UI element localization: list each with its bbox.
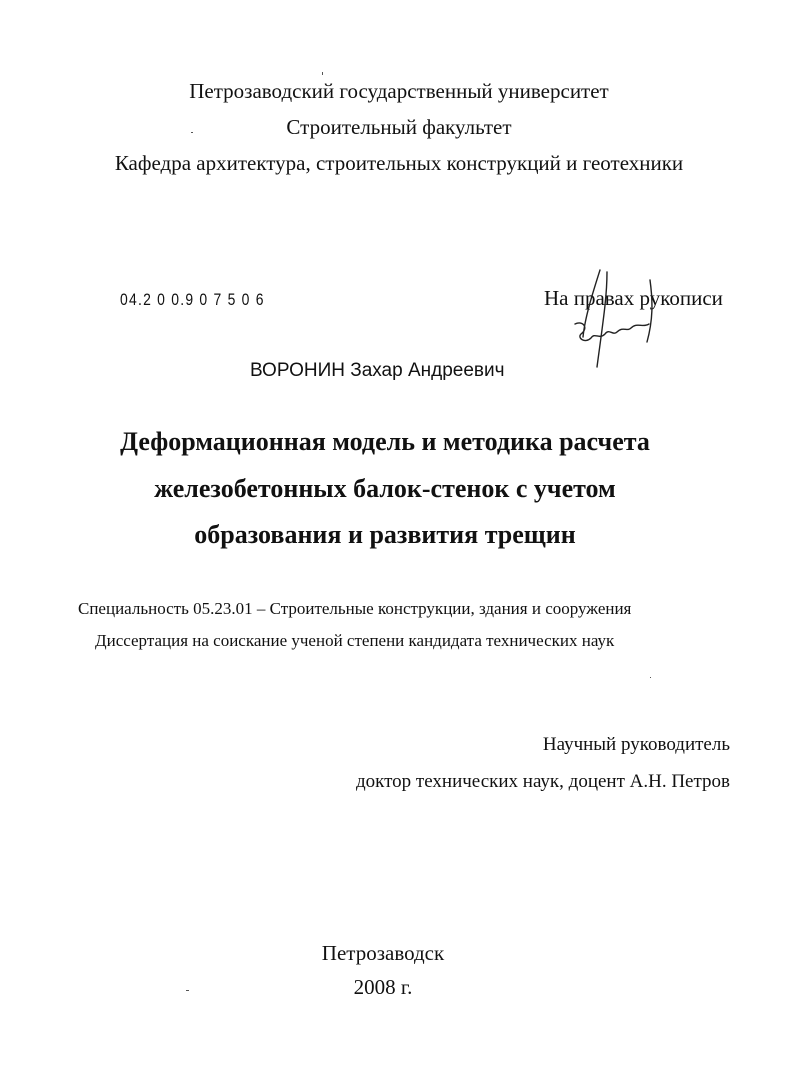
university-name: Петрозаводский государственный университет <box>189 79 609 103</box>
scan-speck <box>322 72 323 75</box>
department-name: Кафедра архитектура, строительных конструкций и геотехники <box>114 151 684 175</box>
city: Петрозаводск <box>321 941 445 965</box>
supervisor-label: Научный руководитель <box>542 734 730 755</box>
registration-stamp: 04.2 0 0.9 0 7 5 0 6 <box>120 290 265 309</box>
scan-speck <box>186 990 189 991</box>
specialty-line: Специальность 05.23.01 – Строительные конструкции, здания и сооружения <box>78 599 632 618</box>
faculty-name: Строительный факультет <box>286 115 512 139</box>
title-line-2: железобетонных балок-стенок с учетом <box>154 474 616 503</box>
scan-speck <box>650 677 651 678</box>
year: 2008 г. <box>353 975 413 999</box>
title-line-1: Деформационная модель и методика расчета <box>120 427 650 456</box>
title-line-3: образования и развития трещин <box>194 520 576 549</box>
signature <box>555 262 675 377</box>
supervisor-name: доктор технических наук, доцент А.Н. Петров <box>355 771 730 792</box>
author-name: ВОРОНИН Захар Андреевич <box>250 360 505 381</box>
dissertation-type: Диссертация на соискание ученой степени кандидата технических наук <box>95 631 615 650</box>
scan-speck <box>191 132 193 133</box>
manuscript-note: На правах рукописи <box>544 286 723 310</box>
